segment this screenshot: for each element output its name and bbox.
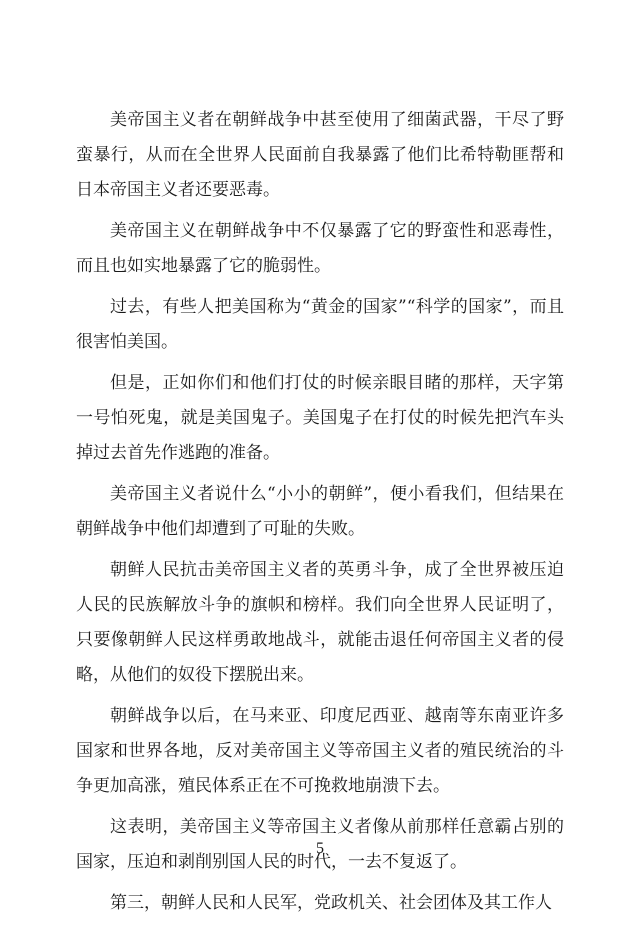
body-text	[76, 103, 564, 927]
page-number: 5	[316, 840, 324, 857]
paragraph-2: 美帝国主义在朝鲜战争中不仅暴露了它的野蛮性和恶毒性，而且也如实地暴露了它的脆弱性。	[76, 221, 564, 276]
paragraph-3: 过去，有些人把美国称为“黄金的国家”“科学的国家”，而且很害怕美国。	[76, 297, 564, 352]
paragraph-6: 朝鲜人民抗击美帝国主义者的英勇斗争，成了全世界被压迫人民的民族解放斗争的旗帜和榜样。我们向全世界人民证明了，只要像朝鲜人民这样勇敢地战斗，就能击退任何帝国主义者的侵略，从他们的奴役下摆脱出来。	[76, 560, 564, 685]
paragraph-5: 美帝国主义者说什么“小小的朝鲜”，便小看我们，但结果在朝鲜战争中他们却遭到了可耻的失败。	[76, 484, 564, 539]
paragraph-7: 朝鲜战争以后，在马来亚、印度尼西亚、越南等东南亚许多国家和世界各地，反对美帝国主义等帝国主义者的殖民统治的斗争更加高涨，殖民体系正在不可挽救地崩溃下去。	[76, 706, 564, 796]
paragraph-1: 美帝国主义者在朝鲜战争中甚至使用了细菌武器，干尽了野蛮暴行，从而在全世界人民面前自我暴露了他们比希特勒匪帮和日本帝国主义者还要恶毒。	[76, 110, 564, 200]
paragraph-9: 第三，朝鲜人民和人民军，党政机关、社会团体及其工作人	[110, 893, 552, 913]
paragraph-4: 但是，正如你们和他们打仗的时候亲眼目睹的那样，天字第一号怕死鬼，就是美国鬼子。美国鬼子在打仗的时候先把汽车头掉过去首先作逃跑的准备。	[76, 373, 564, 463]
paragraph-8: 这表明，美帝国主义等帝国主义者像从前那样任意霸占别的国家，压迫和剥削别国人民的时代，一去不复返了。	[76, 817, 564, 872]
